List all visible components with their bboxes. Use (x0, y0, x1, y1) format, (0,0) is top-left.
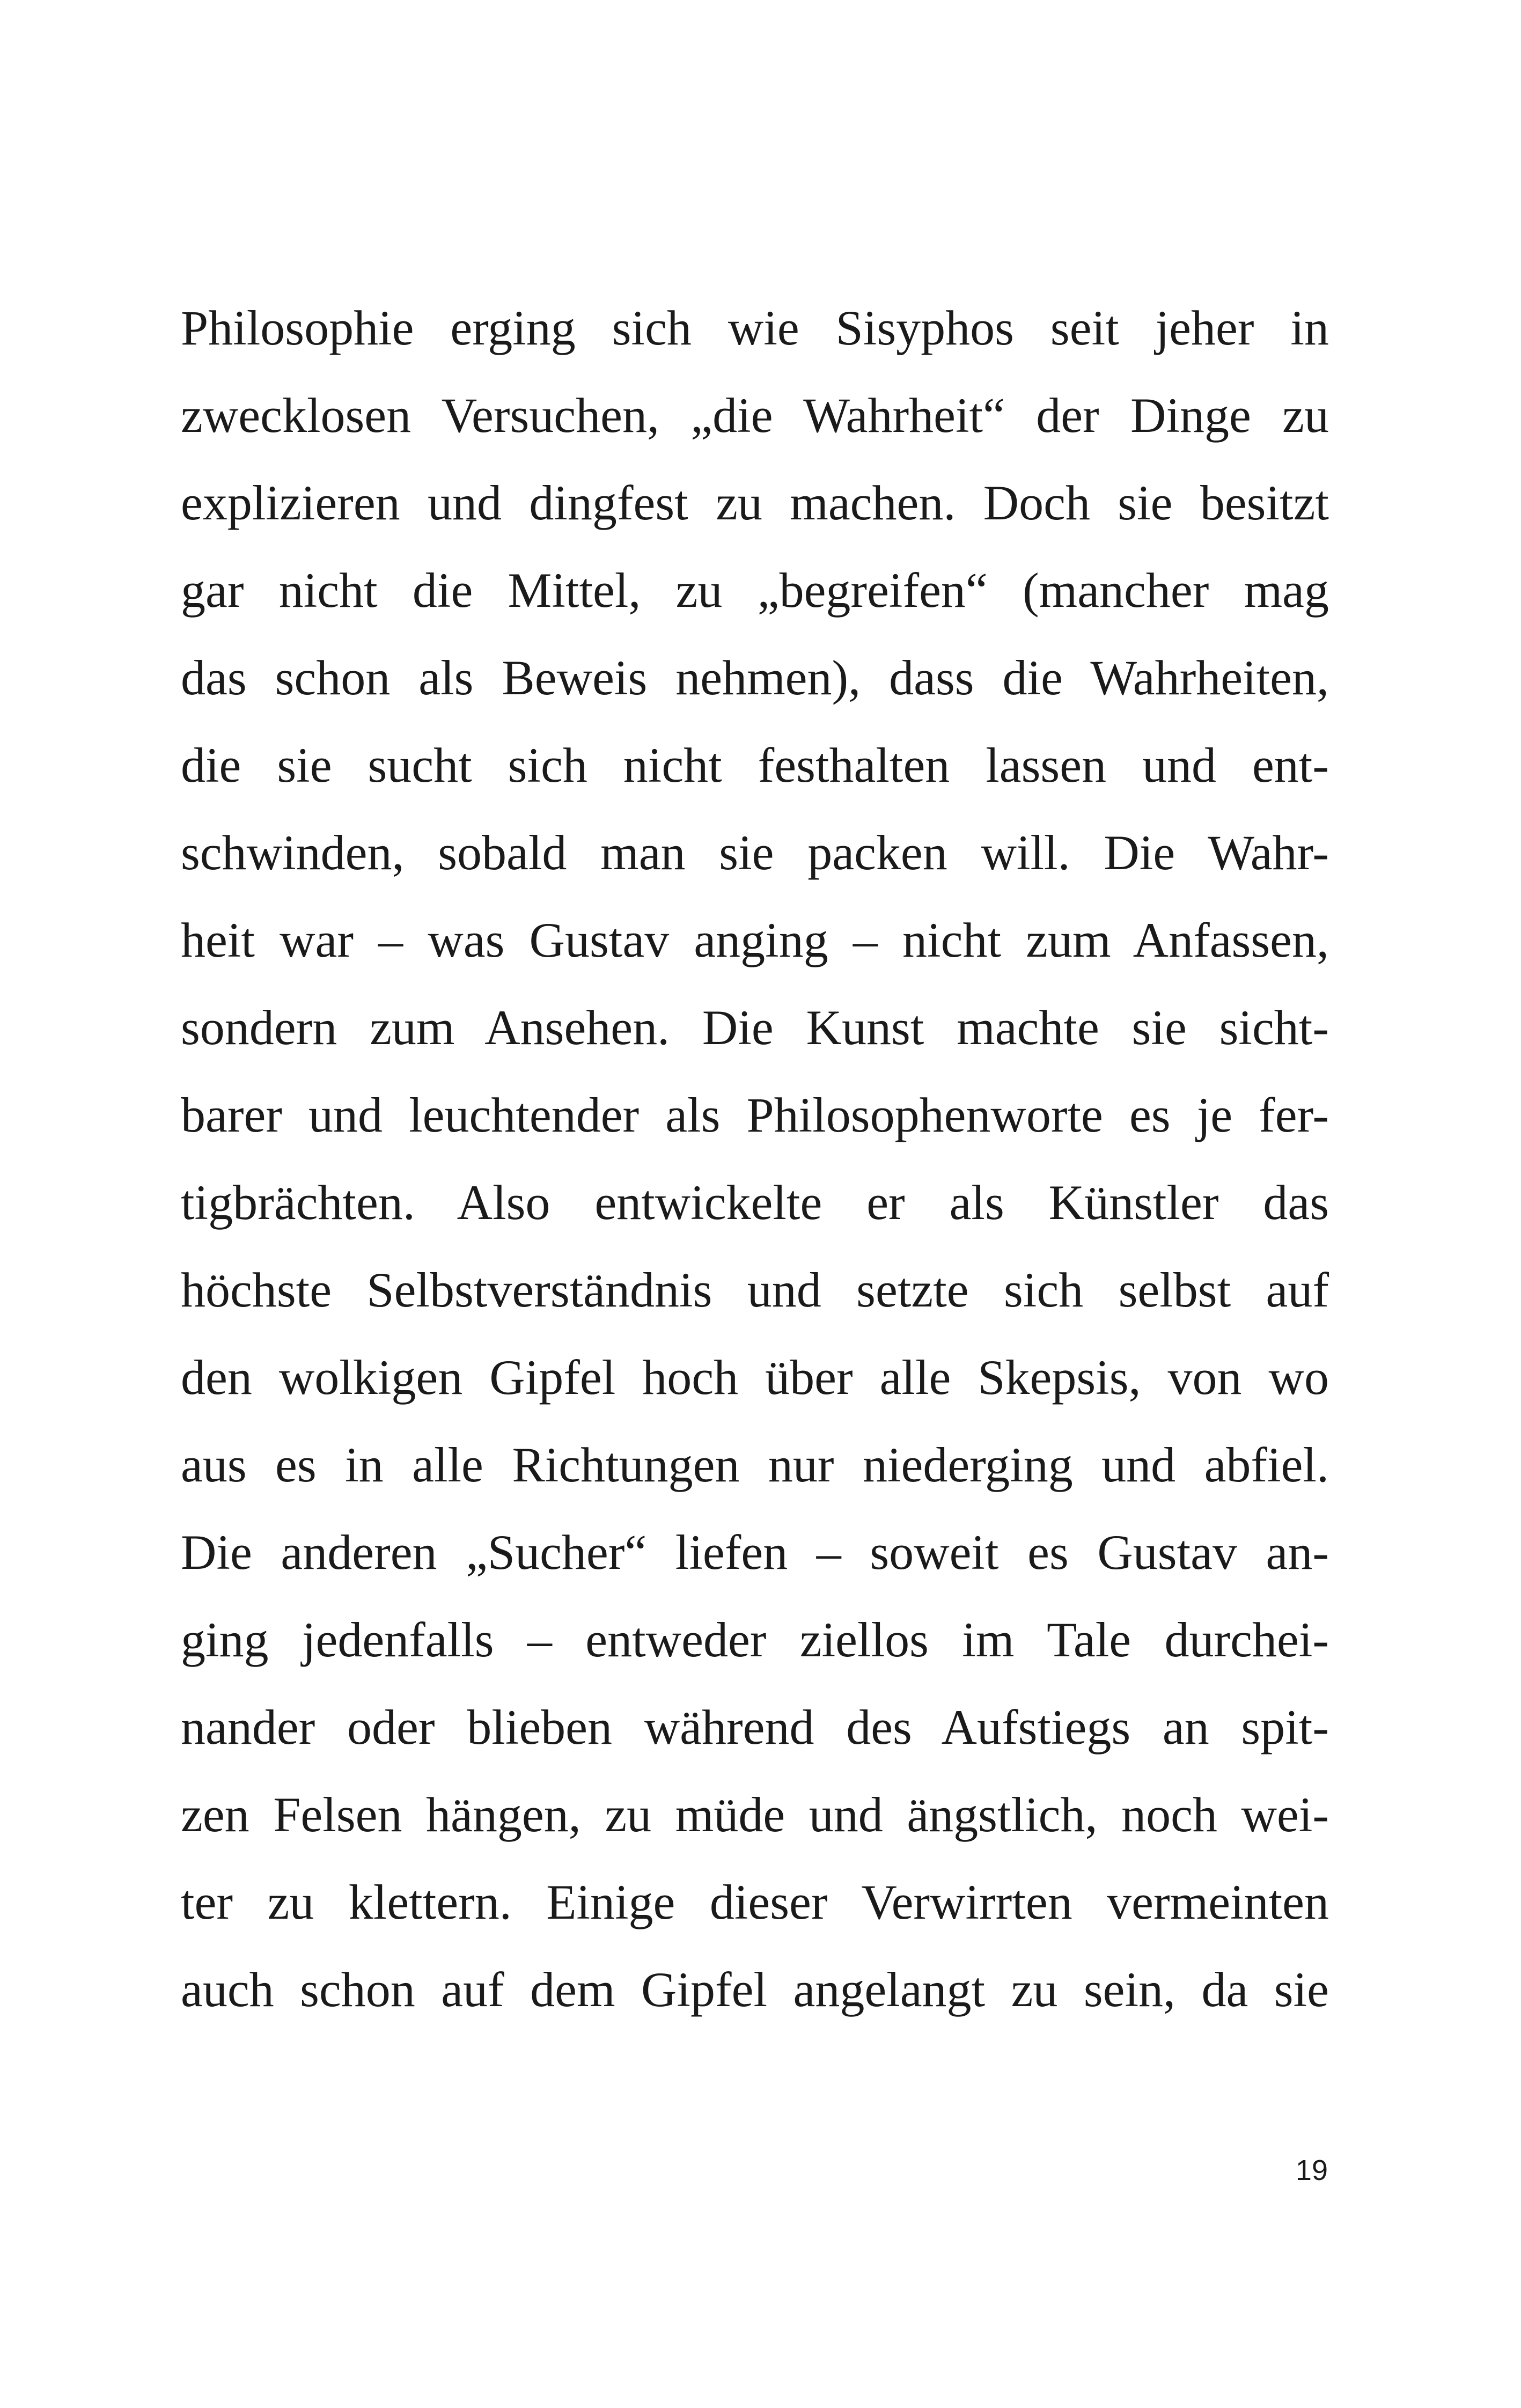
text-line: gar nicht die Mittel, zu „begreifen“ (mancher mag (181, 563, 1329, 618)
text-line: Philosophie erging sich wie Sisyphos seit jeher in (181, 300, 1329, 355)
text-line: sondern zum Ansehen. Die Kunst machte sie sicht- (181, 1000, 1329, 1055)
text-line: Die anderen „Sucher“ liefen – soweit es Gustav an- (181, 1525, 1329, 1580)
text-line: schwinden, sobald man sie packen will. Die Wahr- (181, 825, 1329, 880)
text-line: tigbrächten. Also entwickelte er als Künstler das (181, 1175, 1329, 1230)
page-number: 19 (1295, 2154, 1328, 2186)
text-line: auch schon auf dem Gipfel angelangt zu sein, da sie (181, 1962, 1329, 2017)
text-line: die sie sucht sich nicht festhalten lassen und ent- (181, 738, 1329, 792)
text-line: barer und leuchtender als Philosophenworte es je fer- (181, 1088, 1329, 1142)
text-line: aus es in alle Richtungen nur niederging und abfiel. (181, 1437, 1329, 1492)
text-line: ging jedenfalls – entweder ziellos im Tale durchei- (181, 1612, 1329, 1667)
text-line: das schon als Beweis nehmen), dass die Wahrheiten, (181, 650, 1329, 705)
text-line: zwecklosen Versuchen, „die Wahrheit“ der Dinge zu (181, 388, 1329, 443)
text-line: ter zu klettern. Einige dieser Verwirrten vermeinten (181, 1875, 1329, 1929)
text-line: explizieren und dingfest zu machen. Doch sie besitzt (181, 475, 1329, 530)
text-line: heit war – was Gustav anging – nicht zum Anfassen, (181, 913, 1329, 967)
text-line: nander oder blieben während des Aufstiegs an spit- (181, 1700, 1329, 1754)
body-text (181, 284, 1329, 2033)
text-line: höchste Selbstverständnis und setzte sich selbst auf (181, 1262, 1329, 1317)
text-line: den wolkigen Gipfel hoch über alle Skepsis, von wo (181, 1350, 1329, 1405)
text-line: zen Felsen hängen, zu müde und ängstlich, noch wei- (181, 1787, 1329, 1842)
